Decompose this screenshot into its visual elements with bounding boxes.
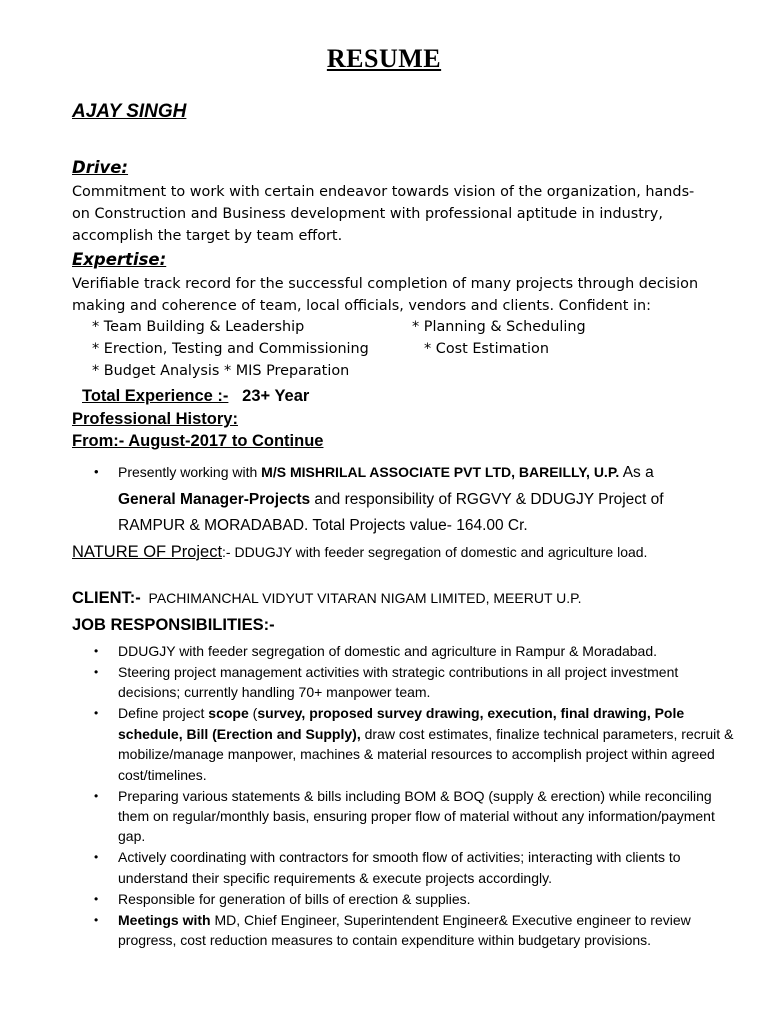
drive-heading: Drive: [72, 158, 129, 177]
expertise-text: Verifiable track record for the successful completion of many projects through decision making and coherence of team, local officials, vendors and clients. Confident in: [72, 276, 699, 314]
bullet-icon: • [94, 644, 99, 658]
list-item-text: Define project [118, 705, 209, 722]
list-item-text: scope [208, 705, 249, 722]
expertise-item: * Team Building & Leadership [92, 319, 305, 335]
list-item-text: Steering project management activities with strategic contributions in all project investment decisions; currently handling 70+ manpower team. [118, 664, 679, 701]
company-name: M/S MISHRILAL ASSOCIATE PVT LTD, BAREILLY, U.P. [261, 464, 620, 480]
bullet-icon: • [94, 912, 99, 927]
history-period: From:- August-2017 to Continue [72, 432, 324, 450]
nature-label: NATURE OF Project [72, 543, 223, 561]
resume-title: RESUME [326, 44, 442, 73]
list-item-text: Actively coordinating with contractors for smooth flow of activities; interacting with clients to understand their specific requirements & execute projects accordingly. [118, 849, 681, 886]
list-item-text: Responsible for generation of bills of erection & supplies. [118, 890, 471, 907]
list-item [94, 703, 736, 785]
total-experience [82, 387, 309, 406]
client-label: CLIENT:- [72, 589, 141, 607]
list-item-text: DDUGJY with feeder segregation of domestic and agriculture in Rampur & Moradabad. [118, 643, 658, 659]
list-item-text: MD, Chief Engineer, Superintendent Engineer& Executive engineer to review progress, cost reduction measures to contain expenditure within budgetary provisions. [118, 911, 691, 949]
present-text: As a [619, 464, 654, 481]
bullet-icon: • [94, 788, 99, 803]
list-item-text: survey, proposed survey drawing, execution, final drawing, Pole schedule, Bill (Erection and Supply), [118, 705, 685, 742]
drive-text: Commitment to work with certain endeavor towards vision of the organization, hands-on Construction and Business development with professional aptitude in industry, accomplish the target by team effort. [72, 184, 695, 244]
expertise-item: * Cost Estimation [424, 341, 549, 357]
expertise-heading: Expertise: [72, 250, 167, 269]
list-item [94, 889, 736, 909]
present-role [94, 459, 698, 540]
role-title: General Manager-Projects [118, 490, 311, 508]
client [72, 589, 582, 608]
list-item-text: Meetings with [118, 911, 211, 928]
expertise-item: * Erection, Testing and Commissioning [92, 341, 369, 357]
candidate-name: AJAY SINGH [72, 101, 187, 122]
expertise-item: * Planning & Scheduling [412, 319, 586, 335]
job-responsibilities-heading: JOB RESPONSIBILITIES:- [72, 616, 275, 634]
bullet-icon: • [94, 891, 99, 906]
responsibility-list [94, 641, 736, 951]
list-item [94, 847, 736, 888]
list-item-text: ( [248, 705, 258, 722]
bullet-icon: • [94, 665, 99, 679]
bullet-icon: • [94, 464, 99, 479]
total-experience-label: Total Experience :- [82, 387, 229, 405]
list-item-text: Preparing various statements & bills including BOM & BOQ (supply & erection) while reconciling them on regular/monthly basis, ensuring proper flow of material without any information/payment gap. [118, 787, 715, 845]
list-item-text: draw cost estimates, finalize technical parameters, recruit & mobilize/manage manpower, machines & material resources to accomplish project within agreed cost/timelines. [118, 725, 734, 783]
nature-text: :- DDUGJY with feeder segregation of domestic and agriculture load. [222, 544, 648, 560]
bullet-icon: • [94, 706, 99, 721]
total-experience-value: 23+ Year [242, 387, 310, 405]
list-item [94, 662, 736, 703]
client-name: PACHIMANCHAL VIDYUT VITARAN NIGAM LIMITED, MEERUT U.P. [148, 590, 582, 606]
list-item [94, 786, 736, 847]
nature-of-project [72, 540, 692, 564]
present-text: Presently working with [118, 464, 262, 480]
list-item [94, 641, 736, 661]
professional-history-heading: Professional History: [72, 410, 238, 428]
bullet-icon: • [94, 850, 99, 865]
expertise-item: * Budget Analysis * MIS Preparation [92, 363, 350, 379]
present-text: and responsibility of RGGVY & DDUGJY Project of RAMPUR & MORADABAD. Total Projects value- 164.00 Cr. [118, 490, 664, 534]
list-item [94, 910, 736, 951]
